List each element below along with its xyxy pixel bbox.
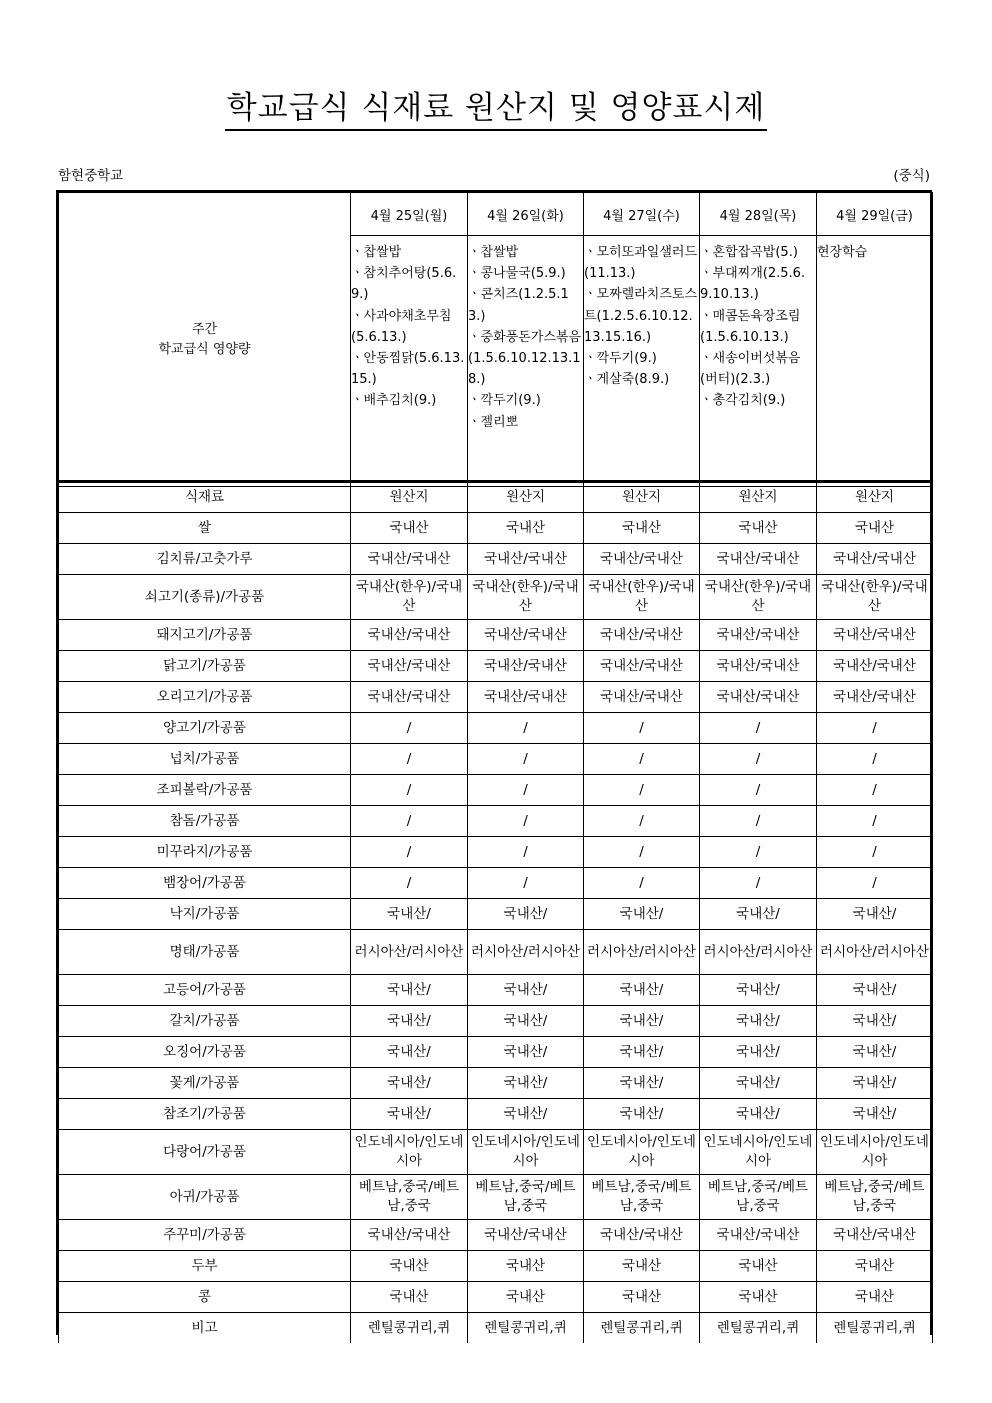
origin-value: 국내산/국내산	[468, 651, 584, 682]
ingredient-name: 넙치/가공품	[59, 744, 351, 775]
origin-value: 국내산	[468, 1282, 584, 1313]
origin-value: 국내산/	[351, 1006, 468, 1037]
origin-value: 국내산/국내산	[468, 544, 584, 575]
origin-value: 국내산(한우)/국내산	[584, 575, 700, 620]
origin-value: 국내산/국내산	[351, 544, 468, 575]
origin-value: 국내산/국내산	[817, 620, 933, 651]
menu-item: ㆍ찹쌀밥	[351, 245, 402, 260]
origin-value: 국내산	[584, 513, 700, 544]
origin-value: 국내산/	[817, 1037, 933, 1068]
origin-value: 국내산/국내산	[817, 682, 933, 713]
page-title-wrap	[0, 88, 992, 131]
date-header-row	[59, 193, 933, 236]
ingredient-name: 두부	[59, 1251, 351, 1282]
origin-row	[59, 575, 933, 620]
origin-value: /	[584, 837, 700, 868]
origin-row	[59, 1282, 933, 1313]
date-header: 4월 29일(금)	[817, 193, 933, 236]
origin-row	[59, 775, 933, 806]
origin-value: 베트남,중국/베트남,중국	[700, 1175, 817, 1220]
origin-value: 인도네시아/인도네시아	[351, 1130, 468, 1175]
origin-value: 국내산/	[468, 1099, 584, 1130]
origin-value: /	[817, 806, 933, 837]
origin-row	[59, 513, 933, 544]
origin-value: 국내산/국내산	[700, 682, 817, 713]
origin-value: 국내산	[584, 1282, 700, 1313]
origin-value: 원산지	[817, 482, 933, 513]
origin-value: 국내산/	[584, 1006, 700, 1037]
origin-value: /	[351, 713, 468, 744]
origin-value: /	[468, 868, 584, 899]
origin-value: /	[700, 868, 817, 899]
origin-value: /	[351, 837, 468, 868]
origin-value: 렌틸콩귀리,퀴	[468, 1313, 584, 1344]
origin-row	[59, 930, 933, 975]
origin-row	[59, 744, 933, 775]
ingredient-name: 참돔/가공품	[59, 806, 351, 837]
origin-value: 러시아산/러시아산	[351, 930, 468, 975]
origin-value: /	[351, 775, 468, 806]
origin-value: /	[584, 775, 700, 806]
ingredient-name: 꽃게/가공품	[59, 1068, 351, 1099]
origin-value: 국내산/국내산	[351, 682, 468, 713]
origin-value: /	[468, 775, 584, 806]
origin-value: 러시아산/러시아산	[817, 930, 933, 975]
origin-value: 국내산/	[351, 1037, 468, 1068]
origin-value: 국내산	[817, 1282, 933, 1313]
school-name: 함현중학교	[58, 168, 124, 184]
origin-row	[59, 1175, 933, 1220]
origin-value: 국내산/국내산	[468, 682, 584, 713]
origin-value: 국내산/	[817, 1099, 933, 1130]
origin-value: 국내산/	[351, 1099, 468, 1130]
ingredient-name: 명태/가공품	[59, 930, 351, 975]
origin-value: 인도네시아/인도네시아	[700, 1130, 817, 1175]
origin-table	[58, 481, 933, 1343]
origin-value: 국내산/	[584, 1068, 700, 1099]
origin-value: /	[468, 837, 584, 868]
ingredient-name: 콩	[59, 1282, 351, 1313]
origin-value: /	[468, 806, 584, 837]
origin-value: 국내산	[700, 513, 817, 544]
origin-row	[59, 899, 933, 930]
origin-value: 국내산/국내산	[584, 544, 700, 575]
origin-value: 국내산	[700, 1251, 817, 1282]
ingredient-name: 참조기/가공품	[59, 1099, 351, 1130]
origin-row	[59, 620, 933, 651]
origin-value: 국내산/국내산	[468, 620, 584, 651]
origin-value: /	[817, 837, 933, 868]
menu-cell	[351, 236, 468, 487]
origin-value: 국내산/국내산	[817, 651, 933, 682]
menu-item: ㆍ부대찌개(2.5.6.9.10.13.)	[700, 266, 806, 303]
origin-value: /	[468, 713, 584, 744]
origin-value: /	[584, 868, 700, 899]
origin-value: 원산지	[468, 482, 584, 513]
origin-value: 국내산/	[584, 1099, 700, 1130]
origin-value: 국내산/	[584, 975, 700, 1006]
menu-cell	[817, 236, 933, 487]
origin-value: /	[584, 806, 700, 837]
origin-value: 국내산/국내산	[584, 682, 700, 713]
origin-value: 렌틸콩귀리,퀴	[700, 1313, 817, 1344]
origin-value: /	[351, 744, 468, 775]
page-title: 학교급식 식재료 원산지 및 영양표시제	[225, 88, 768, 131]
origin-value: /	[700, 837, 817, 868]
origin-value: 국내산/국내산	[351, 620, 468, 651]
menu-cell	[584, 236, 700, 487]
origin-value: 국내산	[817, 1251, 933, 1282]
menu-item: ㆍ안동찜닭(5.6.13.15.)	[351, 351, 465, 388]
origin-value: 국내산/국내산	[700, 620, 817, 651]
menu-cell	[468, 236, 584, 487]
ingredient-name: 양고기/가공품	[59, 713, 351, 744]
origin-value: 국내산/	[817, 1006, 933, 1037]
origin-value: 국내산/	[700, 1037, 817, 1068]
origin-row	[59, 713, 933, 744]
date-header: 4월 25일(월)	[351, 193, 468, 236]
origin-value: 국내산	[700, 1282, 817, 1313]
origin-row	[59, 544, 933, 575]
origin-value: /	[700, 713, 817, 744]
origin-value: 러시아산/러시아산	[700, 930, 817, 975]
origin-value: /	[700, 744, 817, 775]
origin-value: 국내산/	[351, 1068, 468, 1099]
origin-value: /	[700, 775, 817, 806]
ingredient-name: 식재료	[59, 482, 351, 513]
origin-value: 국내산/국내산	[700, 544, 817, 575]
ingredient-name: 비고	[59, 1313, 351, 1344]
ingredient-name: 조피볼락/가공품	[59, 775, 351, 806]
origin-row	[59, 682, 933, 713]
origin-value: /	[584, 744, 700, 775]
origin-row	[59, 1068, 933, 1099]
origin-row	[59, 1220, 933, 1251]
origin-value: 국내산/	[468, 975, 584, 1006]
origin-value: 국내산/국내산	[351, 651, 468, 682]
origin-value: 국내산/	[468, 1068, 584, 1099]
origin-value: 국내산/국내산	[584, 1220, 700, 1251]
origin-value: 국내산	[468, 1251, 584, 1282]
origin-value: 국내산/국내산	[584, 620, 700, 651]
ingredient-name: 뱀장어/가공품	[59, 868, 351, 899]
origin-value: 원산지	[584, 482, 700, 513]
origin-value: 국내산	[584, 1251, 700, 1282]
ingredient-name: 돼지고기/가공품	[59, 620, 351, 651]
menu-item: ㆍ게살죽(8.9.)	[584, 372, 670, 388]
origin-value: 국내산/국내산	[584, 651, 700, 682]
ingredient-name: 오징어/가공품	[59, 1037, 351, 1068]
menu-item: ㆍ모히또과일샐러드(11.13.)	[584, 245, 698, 282]
origin-row	[59, 1037, 933, 1068]
ingredient-name: 미꾸라지/가공품	[59, 837, 351, 868]
origin-value: /	[351, 868, 468, 899]
origin-value: 국내산/	[817, 975, 933, 1006]
menu-item: ㆍ모짜렐라치즈토스트(1.2.5.6.10.12.13.15.16.)	[584, 287, 698, 345]
origin-value: /	[700, 806, 817, 837]
origin-value: 국내산/	[817, 899, 933, 930]
ingredient-name: 쇠고기(종류)/가공품	[59, 575, 351, 620]
origin-row	[59, 1130, 933, 1175]
ingredient-name: 쌀	[59, 513, 351, 544]
origin-value: 국내산/	[351, 899, 468, 930]
label-line-1: 주간	[191, 321, 218, 337]
origin-value: 국내산/	[700, 1006, 817, 1037]
origin-value: 렌틸콩귀리,퀴	[584, 1313, 700, 1344]
origin-row	[59, 1251, 933, 1282]
origin-value: 국내산/	[584, 899, 700, 930]
origin-value: 국내산/	[468, 899, 584, 930]
origin-value: 국내산/국내산	[700, 651, 817, 682]
origin-value: 국내산	[351, 513, 468, 544]
origin-value: 베트남,중국/베트남,중국	[468, 1175, 584, 1220]
origin-value: 국내산/	[468, 1037, 584, 1068]
origin-value: /	[817, 713, 933, 744]
origin-value: /	[817, 775, 933, 806]
weekly-menu-table	[58, 192, 933, 487]
origin-row	[59, 837, 933, 868]
origin-value: 베트남,중국/베트남,중국	[817, 1175, 933, 1220]
origin-value: 국내산/	[817, 1068, 933, 1099]
origin-value: /	[817, 744, 933, 775]
origin-row	[59, 482, 933, 513]
origin-table-body	[59, 482, 933, 1344]
origin-value: 국내산/국내산	[817, 544, 933, 575]
origin-value: /	[584, 713, 700, 744]
ingredient-name: 고등어/가공품	[59, 975, 351, 1006]
menu-item: ㆍ찹쌀밥	[468, 245, 519, 260]
menu-item: 현장학습	[817, 245, 868, 260]
origin-row	[59, 1099, 933, 1130]
origin-value: 국내산/	[700, 1099, 817, 1130]
origin-value: 렌틸콩귀리,퀴	[817, 1313, 933, 1344]
menu-item: ㆍ깍두기(9.)	[584, 351, 657, 367]
origin-row	[59, 651, 933, 682]
menu-item: ㆍ참치추어탕(5.6.9.)	[351, 266, 457, 303]
menu-cell	[700, 236, 817, 487]
origin-value: /	[468, 744, 584, 775]
date-header: 4월 28일(목)	[700, 193, 817, 236]
menu-item: ㆍ매콤돈육장조림(1.5.6.10.13.)	[700, 308, 801, 345]
origin-row	[59, 1313, 933, 1344]
menu-item: ㆍ중화풍돈가스볶음(1.5.6.10.12.13.18.)	[468, 329, 582, 388]
menu-item: ㆍ새송이버섯볶음(버터)(2.3.)	[700, 351, 801, 388]
date-header: 4월 27일(수)	[584, 193, 700, 236]
origin-value: 국내산/국내산	[817, 1220, 933, 1251]
ingredient-name: 주꾸미/가공품	[59, 1220, 351, 1251]
origin-value: 국내산(한우)/국내산	[468, 575, 584, 620]
origin-row	[59, 1006, 933, 1037]
origin-value: 러시아산/러시아산	[584, 930, 700, 975]
origin-value: /	[817, 868, 933, 899]
date-header: 4월 26일(화)	[468, 193, 584, 236]
menu-item: ㆍ콘치즈(1.2.5.13.)	[468, 287, 569, 324]
ingredient-name: 낙지/가공품	[59, 899, 351, 930]
origin-value: 인도네시아/인도네시아	[584, 1130, 700, 1175]
ingredient-name: 닭고기/가공품	[59, 651, 351, 682]
origin-value: 인도네시아/인도네시아	[468, 1130, 584, 1175]
origin-value: 국내산(한우)/국내산	[700, 575, 817, 620]
menu-item: ㆍ혼합잡곡밥(5.)	[700, 245, 798, 260]
origin-value: 국내산/국내산	[468, 1220, 584, 1251]
ingredient-name: 아귀/가공품	[59, 1175, 351, 1220]
origin-value: 국내산	[817, 513, 933, 544]
origin-value: 원산지	[700, 482, 817, 513]
origin-value: 렌틸콩귀리,퀴	[351, 1313, 468, 1344]
origin-value: 국내산	[351, 1251, 468, 1282]
origin-value: 국내산/	[468, 1006, 584, 1037]
origin-value: 원산지	[351, 482, 468, 513]
origin-value: /	[351, 806, 468, 837]
origin-value: 국내산/	[351, 975, 468, 1006]
menu-item: ㆍ총각김치(9.)	[700, 393, 786, 409]
origin-value: 국내산/국내산	[700, 1220, 817, 1251]
origin-value: 국내산	[351, 1282, 468, 1313]
origin-value: 국내산/국내산	[351, 1220, 468, 1251]
origin-value: 국내산	[468, 513, 584, 544]
ingredient-name: 다랑어/가공품	[59, 1130, 351, 1175]
origin-value: 러시아산/러시아산	[468, 930, 584, 975]
menu-item: ㆍ젤리뽀	[468, 414, 519, 430]
origin-row	[59, 975, 933, 1006]
menu-item: ㆍ콩나물국(5.9.)	[468, 266, 566, 282]
label-line-2: 학교급식 영양량	[158, 341, 251, 357]
origin-value: 베트남,중국/베트남,중국	[351, 1175, 468, 1220]
origin-value: 인도네시아/인도네시아	[817, 1130, 933, 1175]
meal-type: (중식)	[893, 168, 930, 184]
origin-row	[59, 806, 933, 837]
origin-value: 국내산(한우)/국내산	[351, 575, 468, 620]
ingredient-name: 김치류/고춧가루	[59, 544, 351, 575]
menu-item: ㆍ깍두기(9.)	[468, 393, 541, 409]
origin-row	[59, 868, 933, 899]
origin-value: 국내산/	[700, 899, 817, 930]
menu-item: ㆍ사과야채초무침(5.6.13.)	[351, 308, 452, 345]
ingredient-name: 오리고기/가공품	[59, 682, 351, 713]
origin-value: 국내산/	[700, 1068, 817, 1099]
origin-value: 국내산(한우)/국내산	[817, 575, 933, 620]
origin-value: 국내산/	[700, 975, 817, 1006]
origin-value: 국내산/	[584, 1037, 700, 1068]
weekly-nutrition-label	[59, 193, 351, 487]
ingredient-name: 갈치/가공품	[59, 1006, 351, 1037]
menu-item: ㆍ배추김치(9.)	[351, 393, 437, 409]
origin-value: 베트남,중국/베트남,중국	[584, 1175, 700, 1220]
